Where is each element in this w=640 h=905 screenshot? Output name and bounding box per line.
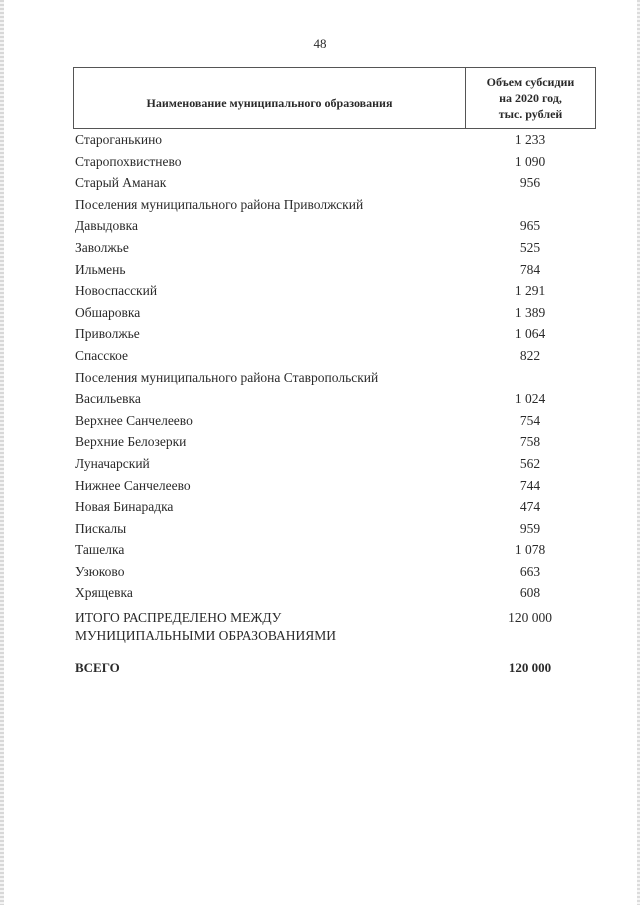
table-row	[75, 388, 595, 410]
grand-total-value: 120 000	[508, 660, 552, 675]
table-row	[75, 172, 595, 194]
municipality-name: Луначарский	[75, 455, 150, 471]
grand-total-label: ВСЕГО	[75, 660, 120, 675]
table-row	[75, 151, 595, 173]
table-row	[75, 345, 595, 367]
table-row	[75, 539, 595, 561]
municipality-name: Поселения муниципального района Приволжский	[75, 196, 364, 212]
total-distributed-row	[75, 609, 595, 649]
table-row	[75, 475, 595, 497]
municipality-name: Новоспасский	[75, 283, 158, 299]
subsidy-value: 956	[519, 175, 541, 191]
table-row	[75, 323, 595, 345]
municipality-name: Старопохвистнево	[75, 153, 182, 169]
municipality-name: Староганькино	[75, 132, 163, 147]
municipality-name: Васильевка	[75, 391, 141, 407]
table-body	[75, 129, 595, 604]
table-row	[75, 129, 595, 151]
table-section-row	[75, 367, 595, 389]
table-section-row	[75, 194, 595, 216]
subsidy-value: 959	[519, 520, 541, 536]
municipality-name: Верхние Белозерки	[75, 434, 187, 450]
table-row	[75, 431, 595, 453]
total-distributed-value: 120 000	[508, 610, 552, 625]
municipality-name: Заволжье	[75, 239, 129, 255]
municipality-name: Ильмень	[75, 261, 126, 277]
table-row	[75, 582, 595, 604]
municipality-name: Старый Аманак	[75, 175, 167, 191]
table-row	[75, 237, 595, 259]
subsidy-value: 744	[519, 477, 541, 493]
subsidy-value: 822	[519, 347, 541, 363]
municipality-name: Верхнее Санчелеево	[75, 412, 193, 428]
municipality-name: Давыдовка	[75, 218, 138, 234]
total-distributed-label: ИТОГО РАСПРЕДЕЛЕНО МЕЖДУ МУНИЦИПАЛЬНЫМИ ОБРАЗОВАНИЯМИ	[75, 610, 336, 643]
subsidy-value: 1 090	[514, 153, 546, 169]
table-row	[75, 259, 595, 281]
municipality-name: Приволжье	[75, 326, 140, 342]
subsidy-value: 1 024	[514, 391, 546, 407]
subsidy-value: 1 078	[514, 542, 546, 558]
municipality-name: Обшаровка	[75, 304, 141, 320]
municipality-name: Новая Бинарадка	[75, 499, 174, 515]
table-row	[75, 280, 595, 302]
table-row	[75, 410, 595, 432]
table-row	[75, 302, 595, 324]
subsidy-value: 1 233	[514, 132, 546, 147]
subsidy-value: 754	[519, 412, 541, 428]
municipality-name: Поселения муниципального района Ставропольский	[75, 369, 379, 385]
municipality-name: Нижнее Санчелеево	[75, 477, 191, 493]
table-row	[75, 561, 595, 583]
header-value-column: Объем субсидии на 2020 год, тыс. рублей	[486, 75, 575, 121]
page-number: 48	[313, 36, 327, 51]
subsidy-value: 1 389	[514, 304, 546, 320]
municipality-name: Узюково	[75, 563, 125, 579]
table-row	[75, 453, 595, 475]
subsidy-value: 562	[519, 455, 541, 471]
grand-total-row	[75, 657, 595, 679]
header-name-column: Наименование муниципального образования	[74, 68, 466, 128]
scan-edge-left	[0, 0, 4, 905]
subsidy-value: 663	[519, 563, 541, 579]
subsidy-value: 525	[519, 239, 541, 255]
municipality-name: Пискалы	[75, 520, 127, 536]
subsidy-value: 474	[519, 499, 541, 515]
table-row	[75, 496, 595, 518]
subsidy-value: 608	[519, 585, 541, 601]
subsidy-value: 784	[519, 261, 541, 277]
subsidy-value: 1 064	[514, 326, 546, 342]
municipality-name: Хрящевка	[75, 585, 133, 601]
table-row	[75, 215, 595, 237]
subsidy-value: 758	[519, 434, 541, 450]
municipality-name: Спасское	[75, 347, 128, 363]
table-row	[75, 518, 595, 540]
municipality-name: Ташелка	[75, 542, 125, 558]
table-header	[73, 67, 596, 129]
subsidy-value: 1 291	[514, 283, 546, 299]
subsidy-value: 965	[519, 218, 541, 234]
